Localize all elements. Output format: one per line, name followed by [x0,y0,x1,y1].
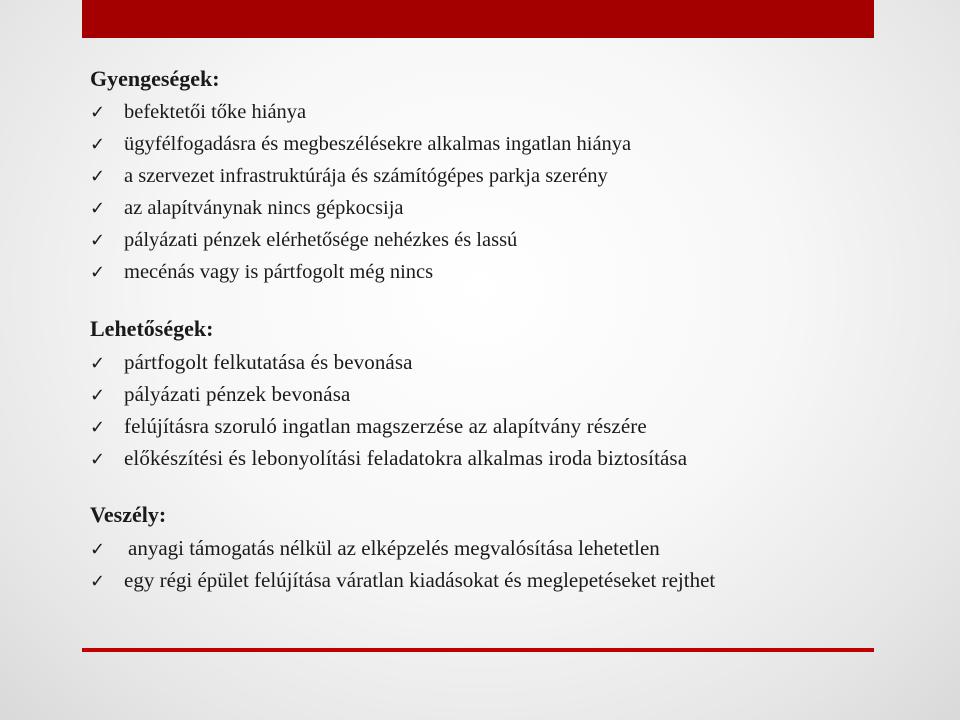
list-item-text: anyagi támogatás nélkül az elképzelés megvalósítása lehetetlen [128,536,660,560]
checkmark-icon: ✓ [90,539,106,560]
bottom-accent-rule [82,648,874,652]
list-item [90,192,890,224]
list-item [90,224,890,256]
slide-content [90,62,890,596]
checkmark-icon: ✓ [90,134,106,155]
list-item-text: pályázati pénzek bevonása [124,382,351,406]
checkmark-icon: ✓ [90,198,106,219]
list-item-text: felújításra szoruló ingatlan magszerzése az alapítvány részére [124,414,647,438]
checkmark-icon: ✓ [90,102,106,123]
section-heading: Lehetőségek: [90,316,214,341]
list-item [90,160,890,192]
checkmark-icon: ✓ [90,571,106,592]
checkmark-icon: ✓ [90,262,106,283]
checkmark-icon: ✓ [90,353,106,374]
list-item-text: az alapítványnak nincs gépkocsija [124,197,404,219]
list-item [90,378,890,410]
list-item [90,410,890,442]
checkmark-icon: ✓ [90,449,106,470]
list-item [90,564,890,596]
checkmark-icon: ✓ [90,166,106,187]
section-opportunities [90,312,890,474]
list-item-text: a szervezet infrastruktúrája és számítógépes parkja szerény [124,165,608,187]
list-item [90,346,890,378]
list-item [90,256,890,288]
section-weaknesses [90,62,890,288]
list-item-text: pártfogolt felkutatása és bevonása [124,350,413,374]
top-accent-bar [82,0,874,38]
list-item-text: ügyfélfogadásra és megbeszélésekre alkalmas ingatlan hiánya [124,133,632,155]
list-item [90,442,890,474]
checkmark-icon: ✓ [90,417,106,438]
section-heading: Gyengeségek: [90,66,220,91]
checkmark-icon: ✓ [90,230,106,251]
list-item-text: előkészítési és lebonyolítási feladatokra alkalmas iroda biztosítása [124,446,688,470]
section-heading: Veszély: [90,502,167,527]
checkmark-icon: ✓ [90,385,106,406]
section-threats [90,498,890,596]
list-item [90,128,890,160]
list-item-text: pályázati pénzek elérhetősége nehézkes és lassú [124,229,518,251]
list-item-text: mecénás vagy is pártfogolt még nincs [124,261,434,283]
list-item [90,96,890,128]
list-item [90,532,890,564]
list-item-text: egy régi épület felújítása váratlan kiadásokat és meglepetéseket rejthet [124,568,716,592]
list-item-text: befektetői tőke hiánya [124,101,307,123]
